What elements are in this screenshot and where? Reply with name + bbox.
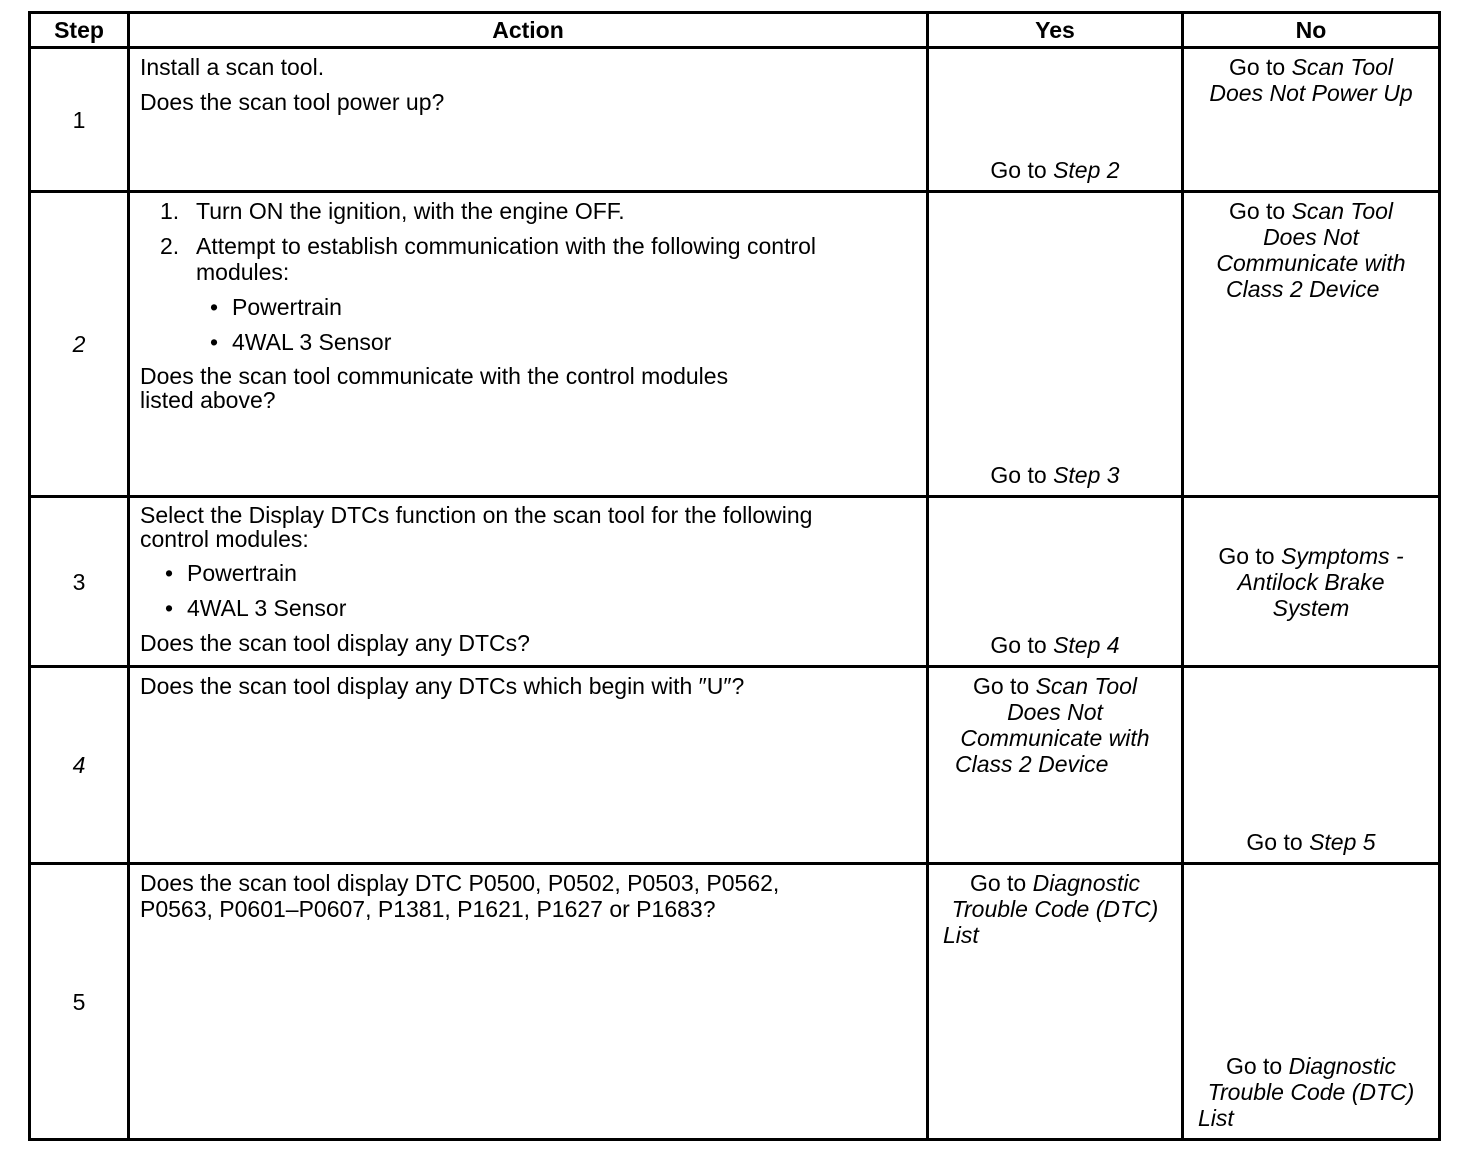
header-row (30, 13, 1440, 48)
action-cell (129, 497, 928, 667)
action-question: Does the scan tool communicate with the control modules listed above? (140, 363, 729, 413)
yes-cell (928, 192, 1183, 497)
yes-link[interactable]: Go to Step 3 (990, 462, 1120, 488)
action-question: Does the scan tool display any DTCs which begin with ″U″? (140, 673, 745, 699)
step-number: 1 (30, 48, 129, 192)
yes-cell (928, 48, 1183, 192)
yes-link[interactable]: Go to Step 2 (990, 157, 1120, 183)
yes-link[interactable]: Go to Diagnostic Trouble Code (DTC) List (943, 870, 1159, 948)
list-item: 1. Turn ON the ignition, with the engine OFF. (160, 198, 625, 224)
step-number: 3 (30, 497, 129, 667)
action-cell (129, 864, 928, 1140)
table-row (30, 192, 1440, 497)
yes-cell (928, 497, 1183, 667)
no-cell (1183, 864, 1440, 1140)
yes-link[interactable]: Go to Step 4 (990, 632, 1120, 658)
bullet-list (140, 560, 916, 621)
no-link[interactable]: Go to Diagnostic Trouble Code (DTC) List (1198, 1053, 1415, 1131)
bullet-list (196, 294, 866, 355)
no-link[interactable]: Go to Step 5 (1246, 829, 1376, 855)
diagnostic-table (28, 11, 1441, 1141)
list-item: • 4WAL 3 Sensor (210, 329, 392, 355)
numbered-list (140, 198, 916, 355)
yes-cell (928, 864, 1183, 1140)
list-item: • 4WAL 3 Sensor (165, 595, 347, 621)
no-cell (1183, 497, 1440, 667)
table-row (30, 497, 1440, 667)
no-link[interactable]: Go to Scan Tool Does Not Power Up (1209, 54, 1413, 106)
header-step: Step (30, 13, 129, 48)
header-yes: Yes (928, 13, 1183, 48)
list-item: • Powertrain (165, 560, 297, 586)
action-question: Does the scan tool display DTC P0500, P0502, P0503, P0562, P0563, P0601–P0607, P1381, P1621, P1627 or P1683? (140, 870, 780, 922)
no-link[interactable]: Go to Symptoms - Antilock Brake System (1218, 542, 1404, 621)
no-cell (1183, 192, 1440, 497)
action-question: Does the scan tool power up? (140, 89, 445, 115)
header-action: Action (129, 13, 928, 48)
list-item: 2. Attempt to establish communication with the following control modules: • Powertrain • 4WAL 3 Sensor (140, 233, 916, 355)
table-row (30, 667, 1440, 864)
yes-link[interactable]: Go to Scan Tool Does Not Communicate with Class 2 Device (955, 673, 1150, 777)
diagnostic-table-container (28, 11, 1438, 1141)
table-row (30, 48, 1440, 192)
step-number: 5 (30, 864, 129, 1140)
action-question: Does the scan tool display any DTCs? (140, 630, 530, 656)
action-cell (129, 667, 928, 864)
header-no: No (1183, 13, 1440, 48)
step-number: 2 (30, 192, 129, 497)
step-number: 4 (30, 667, 129, 864)
table-row (30, 864, 1440, 1140)
action-text: Select the Display DTCs function on the scan tool for the following control modules: (140, 502, 813, 552)
action-cell (129, 192, 928, 497)
list-item: • Powertrain (210, 294, 342, 320)
action-text: Install a scan tool. (140, 54, 325, 80)
no-cell (1183, 48, 1440, 192)
no-link[interactable]: Go to Scan Tool Does Not Communicate with Class 2 Device (1216, 198, 1406, 302)
yes-cell (928, 667, 1183, 864)
action-cell (129, 48, 928, 192)
no-cell (1183, 667, 1440, 864)
